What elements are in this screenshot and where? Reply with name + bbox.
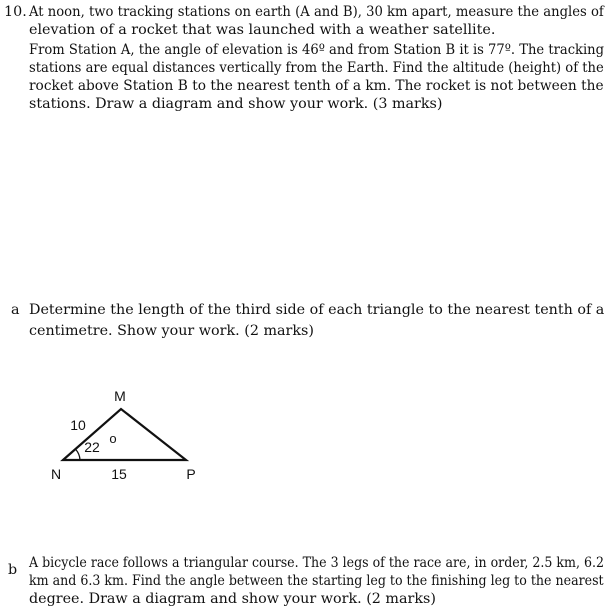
side-np-length: 15	[111, 466, 127, 482]
angle-n-value: 22	[84, 439, 100, 455]
part-b-line-2: km and 6.3 km. Find the angle between the starting leg to the finishing leg to the nearest	[29, 573, 604, 589]
part-b-line-3: degree. Draw a diagram and show your work. (2 marks)	[29, 591, 436, 607]
part-b-label: b	[8, 562, 18, 578]
part-b-line-1: A bicycle race follows a triangular course. The 3 legs of the race are, in order, 2.5 km, 6.2	[29, 555, 604, 571]
triangle-mnp-diagram	[40, 380, 220, 490]
angle-n-arc	[76, 450, 80, 461]
part-a-line-2: centimetre. Show your work. (2 marks)	[29, 323, 314, 339]
part-a-label: a	[11, 302, 20, 318]
question-10-number: 10.	[4, 4, 27, 20]
vertex-n-label: N	[50, 466, 62, 482]
question-10-body-line-1: From Station A, the angle of elevation is 46º and from Station B it is 77º. The tracking	[29, 42, 605, 58]
question-10-intro-line-2: elevation of a rocket that was launched with a weather satellite.	[29, 22, 496, 38]
degree-symbol: o	[109, 431, 117, 446]
vertex-m-label: M	[114, 388, 126, 404]
side-mn-length: 10	[70, 417, 86, 433]
question-10-intro-line-1: At noon, two tracking stations on earth (A and B), 30 km apart, measure the angles of	[29, 4, 604, 20]
vertex-p-label: P	[186, 466, 196, 482]
question-10-body-line-2: stations are equal distances vertically from the Earth. Find the altitude (height) of the	[29, 60, 604, 76]
part-a-line-1: Determine the length of the third side of each triangle to the nearest tenth of a	[29, 302, 605, 318]
question-10-body-line-4: stations. Draw a diagram and show your work. (3 marks)	[29, 96, 443, 112]
question-10-body-line-3: rocket above Station B to the nearest tenth of a km. The rocket is not between the	[29, 78, 604, 94]
